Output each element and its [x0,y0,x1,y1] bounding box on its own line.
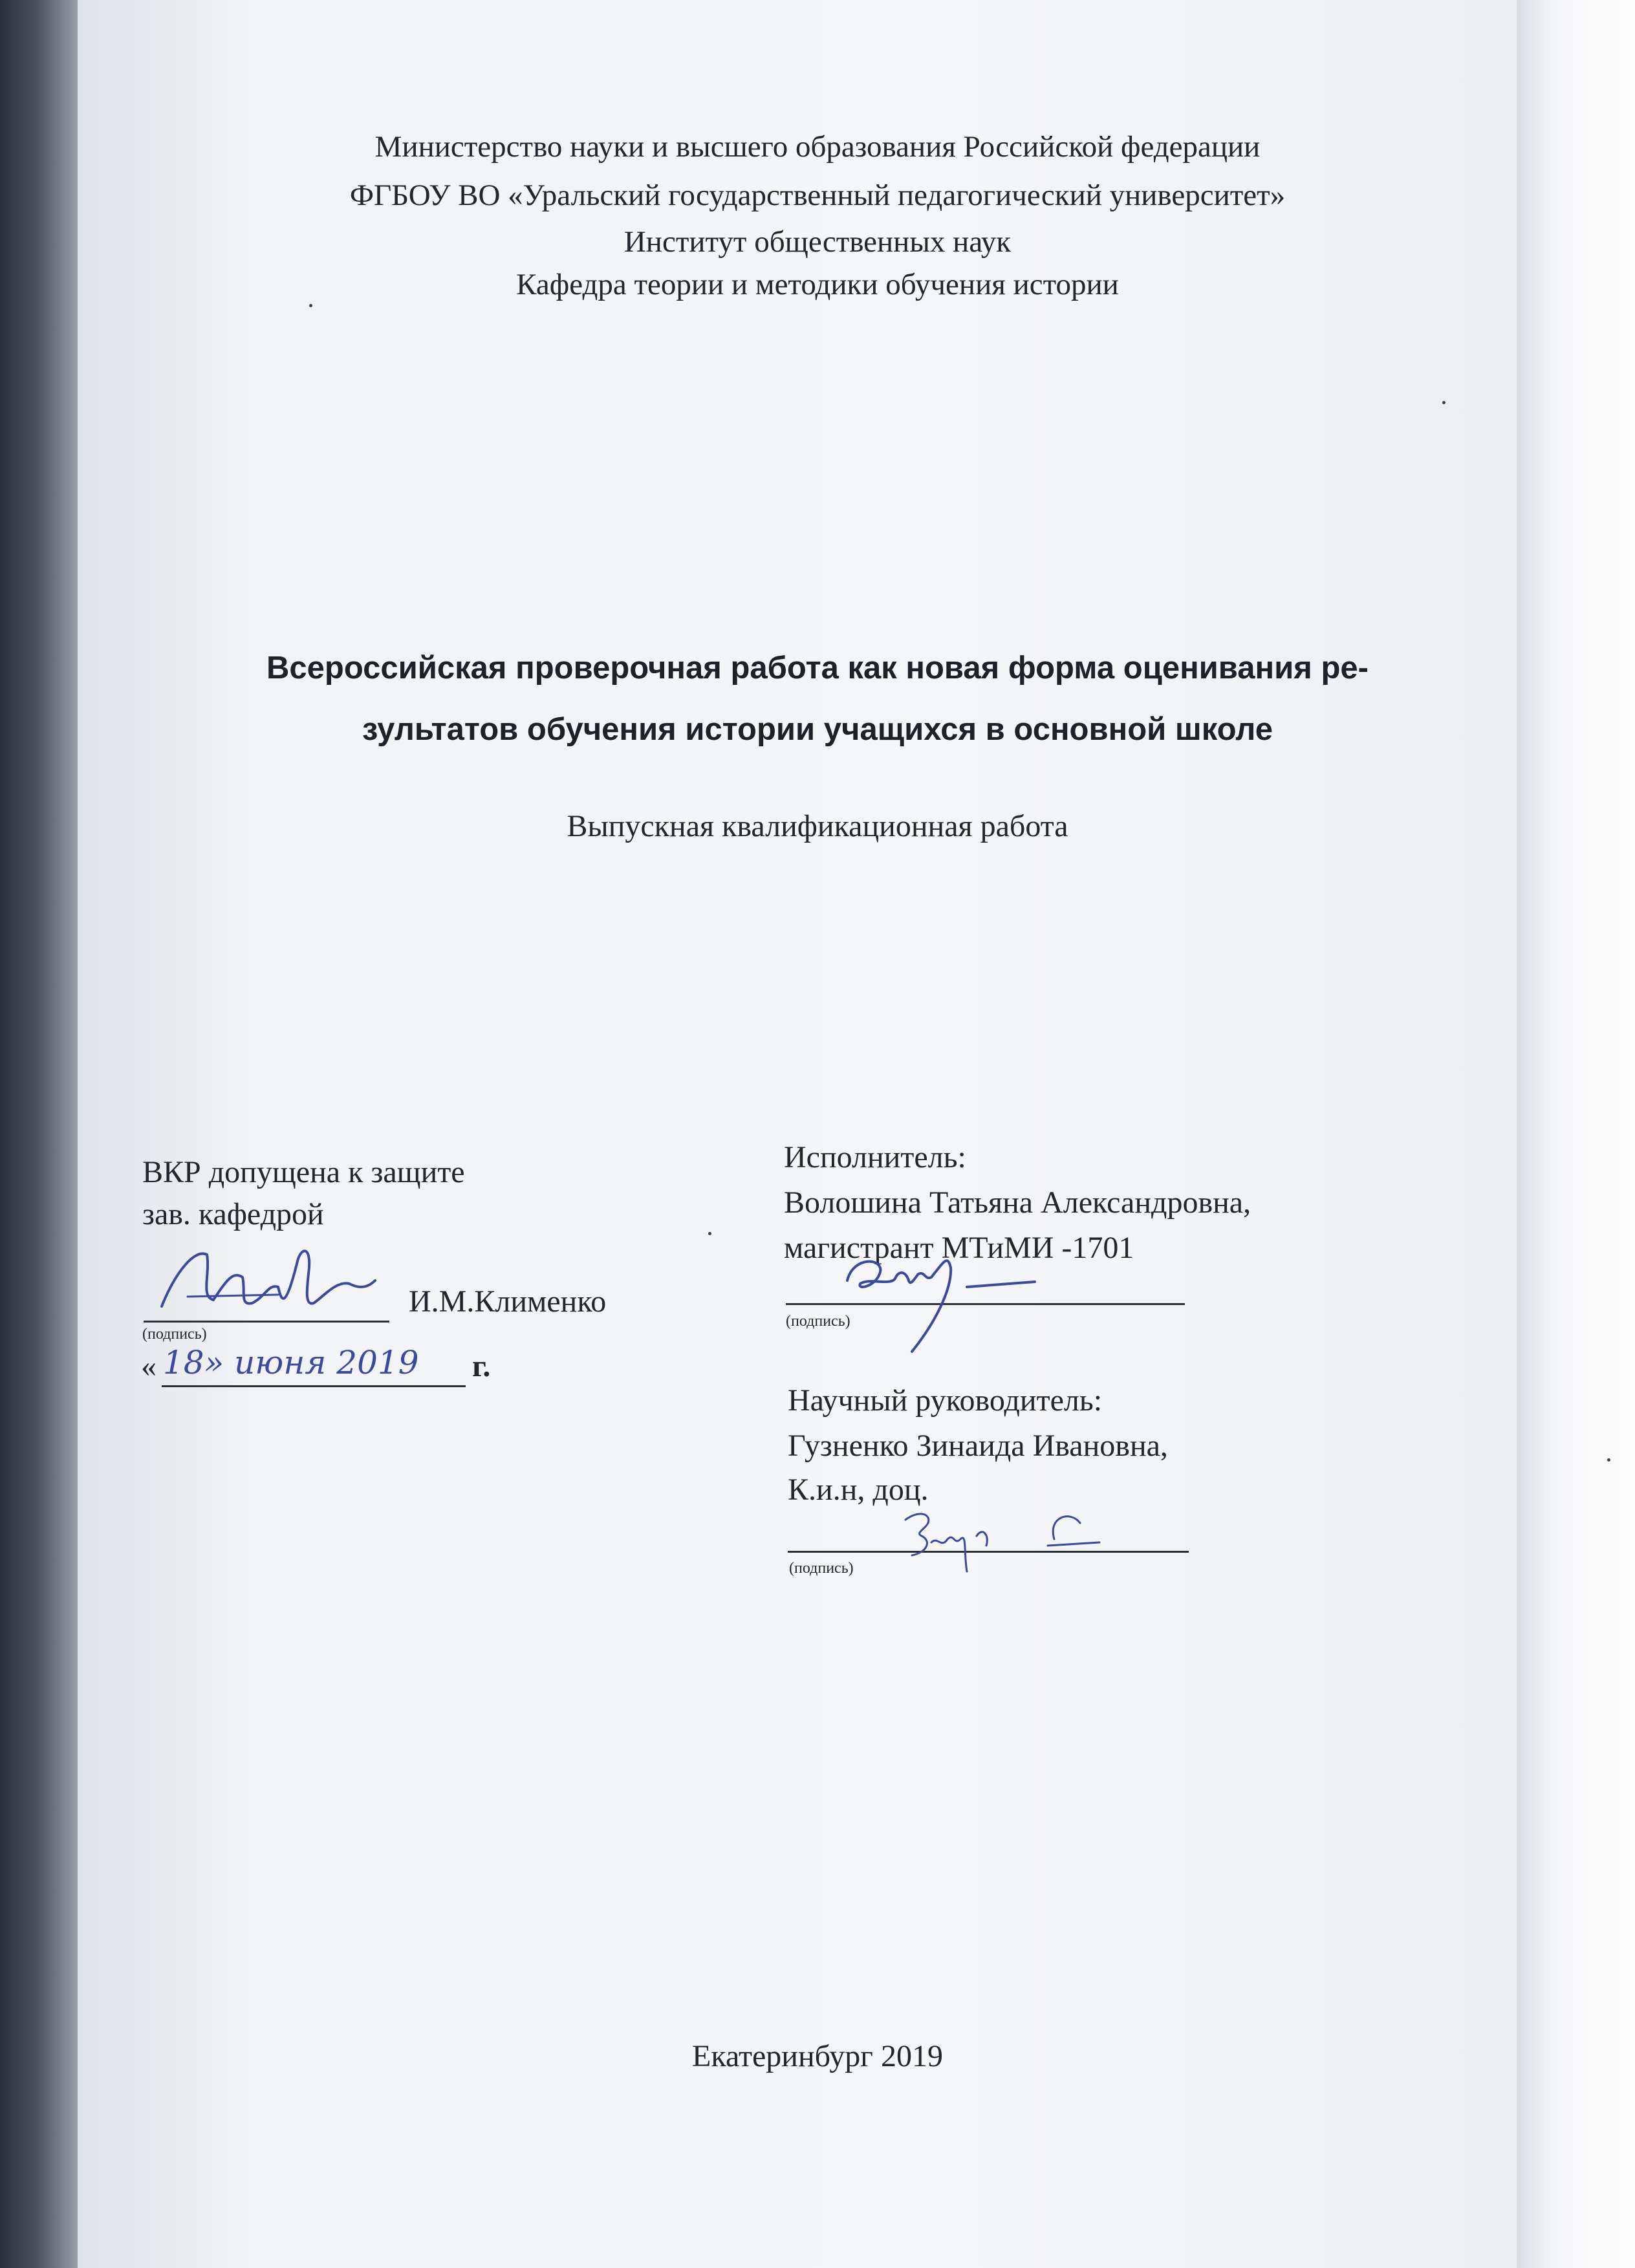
date-line [162,1385,466,1387]
supervisor-signature [893,1500,1106,1584]
department-line: Кафедра теории и методики обучения истории [516,268,1119,301]
date-year-suffix: г. [472,1349,491,1383]
date-open-quote: « [141,1349,157,1383]
supervisor-signature-caption: (подпись) [789,1560,854,1577]
performer-signature-caption: (подпись) [786,1313,850,1330]
supervisor-label: Научный руководитель: [788,1383,1103,1418]
thesis-title-line-1: Всероссийская проверочная работа как новая форма оценивания ре- [266,651,1369,686]
handwritten-date: 18» июня 2019 [163,1344,419,1381]
performer-signature [834,1242,1048,1365]
head-signature [149,1235,388,1332]
university-line: ФГБОУ ВО «Уральский государственный педагогический университет» [349,178,1286,212]
head-name: И.М.Клименко [409,1284,607,1319]
scan-speck [1607,1458,1610,1462]
performer-name: Волошина Татьяна Александровна, [784,1185,1251,1220]
scan-speck [708,1232,711,1235]
performer-group: магистрант МТиМИ -1701 [784,1231,1134,1265]
thesis-title-line-2: зультатов обучения истории учащихся в основной школе [362,712,1273,747]
scanner-edge-right [1517,0,1635,2268]
supervisor-degree: К.и.н, доц. [788,1473,929,1507]
admission-label: ВКР допущена к защите [142,1155,465,1189]
document-page [78,0,1517,2268]
institute-line: Институт общественных наук [623,225,1012,259]
scanner-edge-left [0,0,78,2268]
ministry-line: Министерство науки и высшего образования Российской федерации [374,130,1261,164]
performer-label: Исполнитель: [784,1140,966,1174]
head-of-department-label: зав. кафедрой [142,1197,324,1231]
city-year: Екатеринбург 2019 [692,2039,943,2073]
document-type: Выпускная квалификационная работа [567,809,1068,843]
scan-speck [1442,401,1446,404]
supervisor-name: Гузненко Зинаида Ивановна, [788,1429,1168,1463]
head-signature-caption: (подпись) [142,1326,207,1343]
scan-speck [309,304,312,307]
